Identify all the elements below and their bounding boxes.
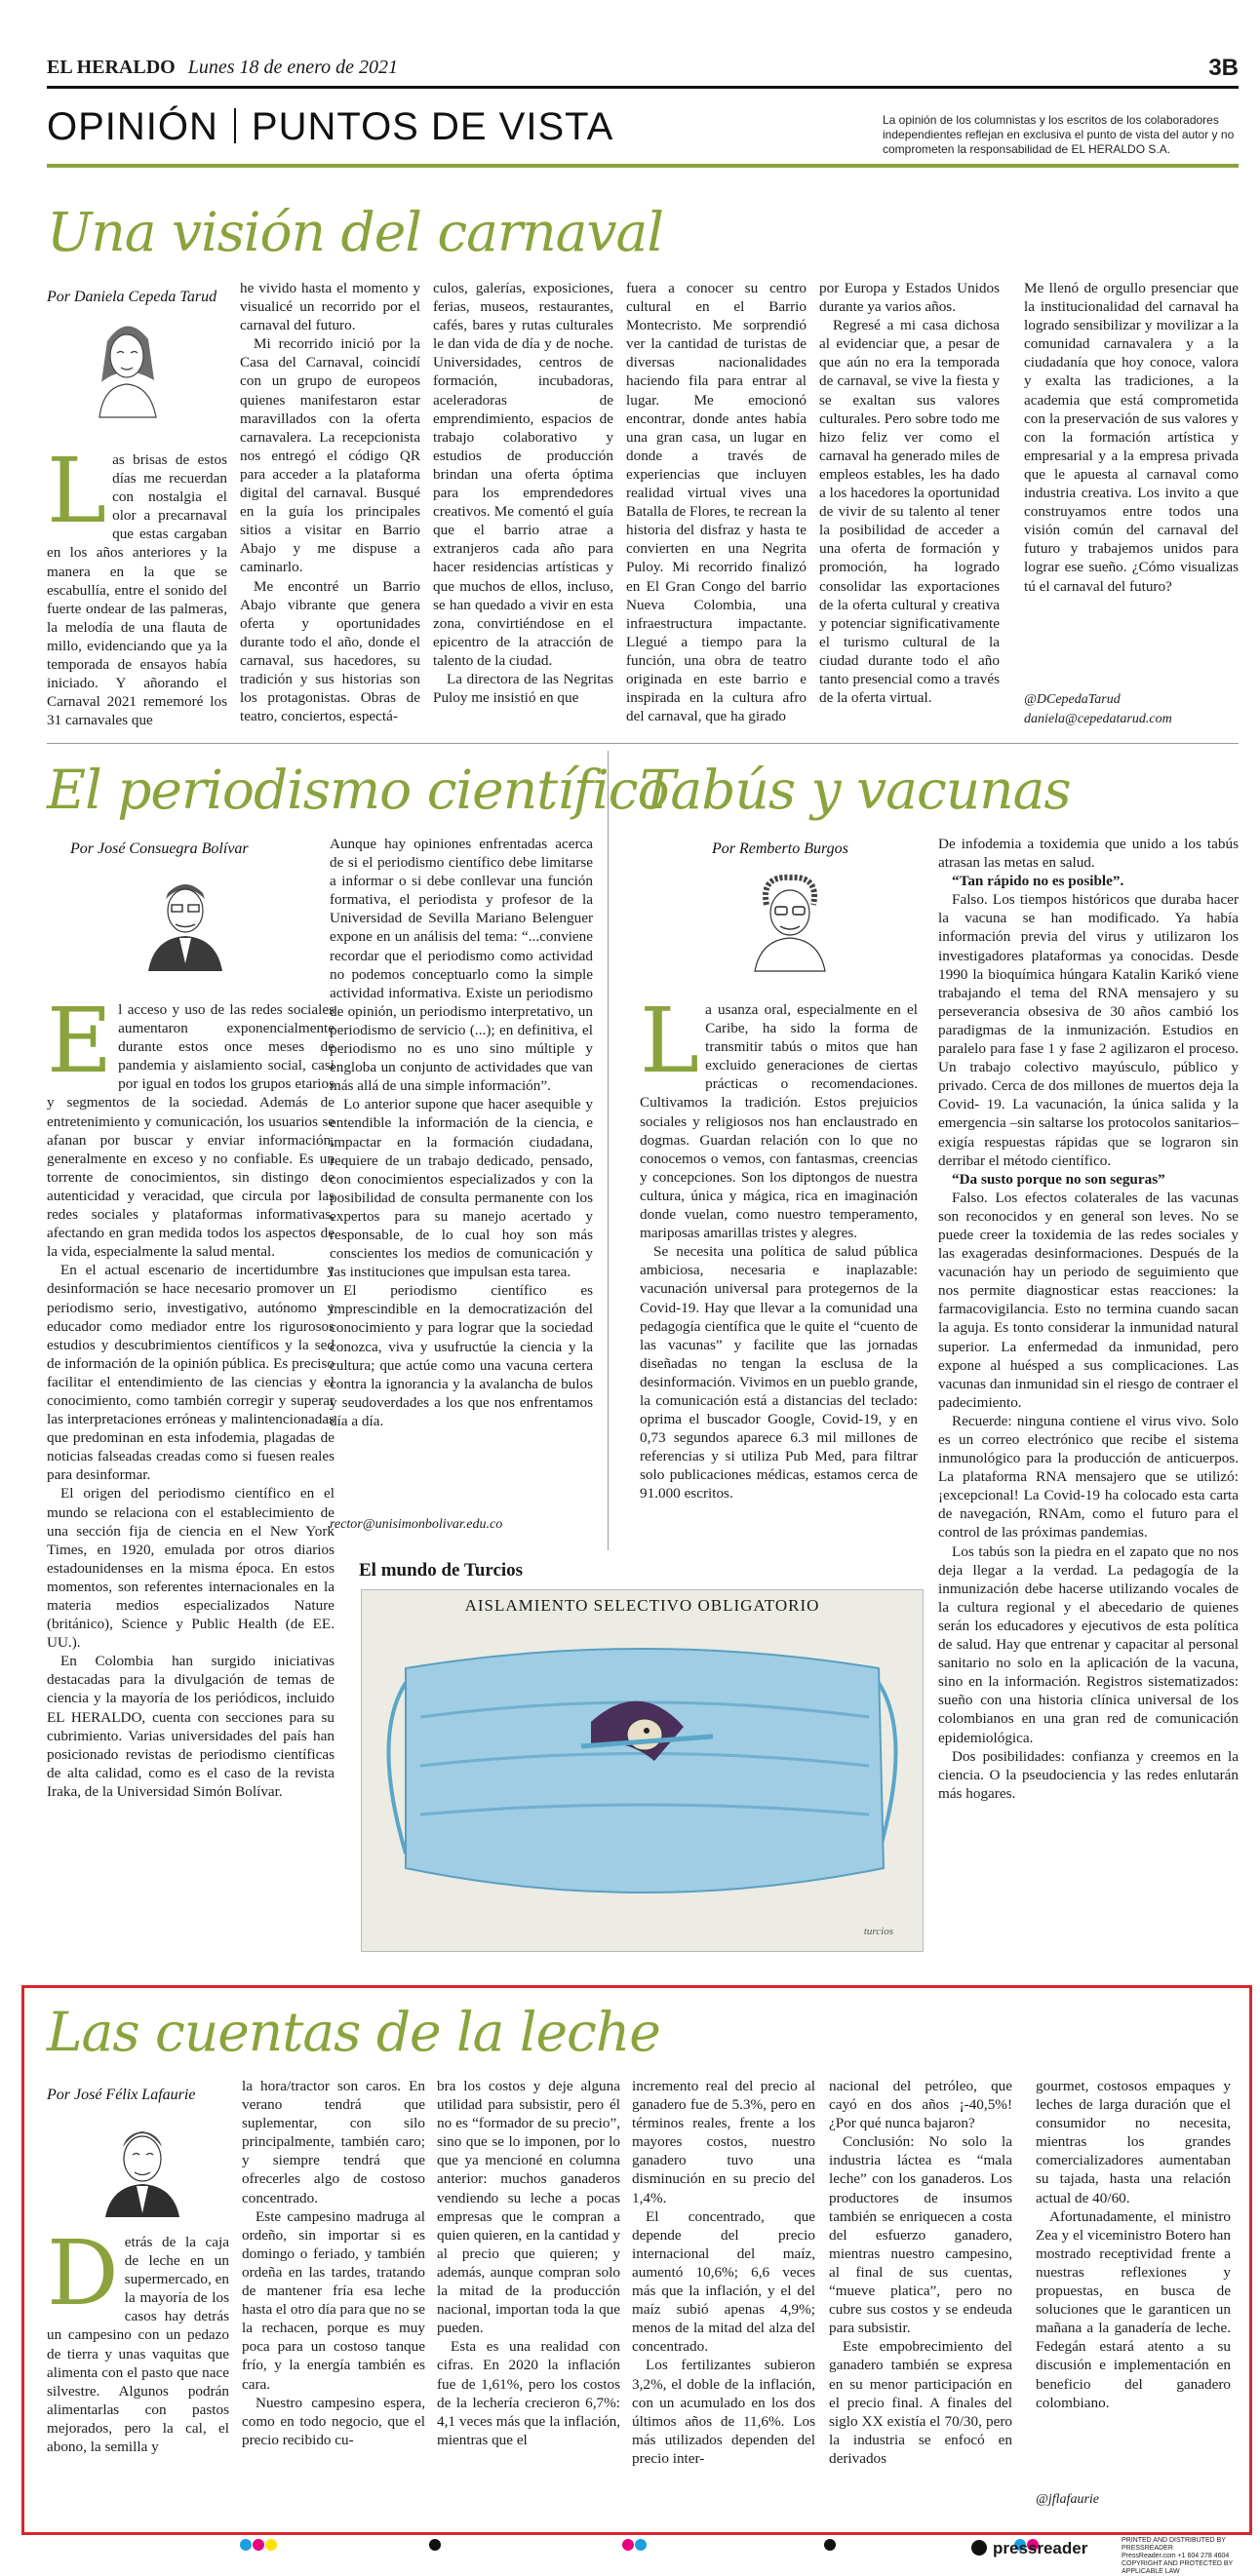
article4-paragraph: Nuestro campesino espera, como en todo negocio, que el precio recibido cu-	[242, 2394, 425, 2448]
section-label: OPINIÓN	[47, 105, 218, 148]
article1-paragraph: por Europa y Estados Unidos durante ya varios años.	[819, 280, 1000, 316]
article4-paragraph: Este campesino madruga al ordeño, sin importar si es domingo o feriado, y también ordeña en las tardes, tratando de mantener fría esa leche hasta el otro día para que no se la rechacen, porque es muy poca para un costoso tanque frío, y la energía también es cara.	[242, 2207, 425, 2393]
article1-column-3	[433, 279, 613, 743]
article4-column-2	[242, 2077, 425, 2477]
article3-column-2	[938, 835, 1239, 1936]
article3-paragraph: De infodemia a toxidemia que unido a los tabús atrasan las metas en salud.	[938, 836, 1239, 872]
article4-paragraph: Este empobrecimiento del ganadero también se expresa en su menor participación en el precio final. A finales del siglo XX existía el 70/30, pero la industria se enfocó en derivados	[829, 2338, 1012, 2467]
article1-column-4	[626, 279, 807, 743]
article3-subhead: “Tan rápido no es posible”.	[952, 873, 1124, 890]
credit-line: PressReader.com +1 604 278 4604	[1122, 2553, 1230, 2559]
pressreader-credit	[1122, 2537, 1253, 2576]
article1-lead-text: as brisas de estos días me recuerdan con nostalgia el olor a precarnaval que estas cargaban en los años anteriores y la manera en la que se escabullía, entre el sonido del fuerte ondear de las palmeras, la melodía de una flauta de millo, evidenciando que ya la temporada de ensayos había iniciado. Y añorando el Carnaval 2021 rememoré los 31 carnavales que	[47, 451, 227, 729]
article4-title: Las cuentas de la leche	[47, 2001, 660, 2063]
cartoon-title: El mundo de Turcios	[359, 1560, 524, 1581]
registration-dot	[240, 2539, 252, 2551]
article3-paragraph: Se necesita una política de salud pública ambiciosa, necesaria e inaplazable: vacunación universal para protegernos de la Covid-19. Hay que llevar a la comunidad una pedagogía científica que le quite el “cuento de las vacunas” y facilite que las jornadas diseñadas no tengan la esclusa de la desinformación. Vivimos en un pueblo grande, la comunicación está a distancias del teclado: oprima el buscador Google, Covid-19, y en 0,73 segundos aparece 6.3 mil millones de referencias y si utiliza Pub Med, para filtrar solo publicaciones médicas, estamos cerca de 91.000 escritos.	[640, 1243, 918, 1503]
issue-date: Lunes 18 de enero de 2021	[187, 57, 399, 78]
article3-title: Tabús y vacunas	[640, 759, 1071, 821]
article3-subhead: “Da susto porque no son seguras”	[952, 1170, 1165, 1188]
article4-paragraph: bra los costos y deje alguna utilidad para subsistir, pero él no es “formador de su precio”, sino que se lo imponen, por lo que ya mencioné en columna anterior: muchos ganaderos vendiendo su leche a pocas empresas que le compran a quien quieren, en la cantidad y al precio que quieren; y además, aunque compran solo la mitad de la producción nacional, importan toda la que pueden.	[437, 2078, 620, 2337]
article3-column-1	[640, 989, 918, 1546]
page-number: 3B	[1208, 55, 1239, 81]
article4-paragraph: gourmet, costosos empaques y leches de larga duración que el consumidor no necesita, mientras los grandes comercializadores aumentaban su tajada, hasta una relación actual de 40/60.	[1036, 2078, 1231, 2206]
article1-paragraph: he vivido hasta el momento y visualicé un recorrido por el carnaval del futuro.	[240, 280, 420, 334]
pressreader-wordmark: pressreader	[993, 2539, 1088, 2557]
article2-paragraph: En el actual escenario de incertidumbre y desinformación se hace necesario promover un periodismo serio, investigativo, autónomo y educador como mediador entre los rigurosos estudios y descubrimientos científicos y la sed de información de la opinión pública. Es preciso facilitar el entendimiento de las ciencias y el conocimiento, como también corregir y superar las interpretaciones erróneas y malintencionadas que predominan en esta infodemia, plagadas de noticias falseadas creadas como si fuesen reales para desinformar.	[47, 1262, 335, 1484]
article1-column-2	[240, 279, 420, 743]
article3-paragraph: Falso. Los tiempos históricos que duraba hacer la vacuna se han modificado. Ya había información previa del virus y utilizaron los investigadores plataformas ya conocidas. Desde 1990 la bioquímica húngara Katalin Karikó viene trabajando el tema del RNA mensajero y su perseverancia obsesiva de 30 años cambió los paradigmas de la inmunización. Estudios en paralelo para fase 1 y fase 2 agilizaron el proceso. Un trabajo colectivo mayúsculo, público y privado. Cerca de dos millones de muertos deja la Covid- 19. La vacunación, la única salida y la emergencia –sin saltarse los protocolos sanitarios– exigía respuestas rápidas que se lograron sin derribar el método científico.	[938, 891, 1239, 1169]
article1-paragraph: Mi recorrido inició por la Casa del Carnaval, coincidí con un grupo de europeos quienes manifestaron estar maravillados con la oferta carnavalera. La recepcionista nos entregó el código QR para acceder a la plataforma digital del carnaval. Busqué en la guía los principales sitios a visitar en Barrio Abajo y me dispuse a caminarlo.	[240, 335, 420, 576]
article1-paragraph: culos, galerías, exposiciones, ferias, museos, restaurantes, cafés, bares y rutas culturales le dan vida de día y de noche. Universidades, centros de formación, incubadoras, aceleradoras de emprendimiento, espacios de trabajo colaborativo y estudios de producción brindan una oferta óptima para los emprendedores creativos. Me comentó el guía que el barrio atrae a extranjeros cada año para hacer residencias artísticas y que muchos de ellos, incluso, se han quedado a vivir en esta zona, convirtiéndose en el epicentro de la atracción de talento de la ciudad.	[433, 280, 613, 669]
masthead	[47, 57, 398, 79]
article1-paragraph: Me llenó de orgullo presenciar que la institucionalidad del carnaval ha logrado sensibilizar y movilizar a la comunidad carnavalera y a la ciudadanía que hoy conoce, valora y exalta las tradiciones, a la academia que está comprometida con la preservación de sus valores y con la formación artística y empresarial y a la empresa privada que le apuesta al carnaval como industria creativa. Los invito a que construyamos entre todos una visión común del carnaval del futuro y trabajemos unidos para lograr ese sueño. ¿Cómo visualizas tú el carnaval del futuro?	[1024, 280, 1239, 595]
article1-column-6	[1024, 279, 1239, 688]
article4-paragraph: El concentrado, que depende del precio internacional del maíz, aumentó 10,6%; 6,6 veces más que la inflación, y el del maíz subió apenas 4,9%; menos de la mitad del alza del concentrado.	[632, 2207, 815, 2356]
section-sublabel: PUNTOS DE VISTA	[251, 105, 614, 148]
article4-column-3	[437, 2077, 620, 2477]
cartoon-banner: AISLAMIENTO SELECTIVO OBLIGATORIO	[464, 1596, 820, 1615]
article2-paragraph: El origen del periodismo científico en el mundo se relaciona con el establecimiento de una sección fija de ciencia en el New York Times, en 1920, emulada por otros diarios estadounidenses en la misma época. En estos momentos, son referentes internacionales en la materia medios especializados Nature (británico), Science y Public Health (de EE. UU.).	[47, 1485, 335, 1652]
article4-lead-text: etrás de la caja de leche en un supermercado, en la mayoría de los casos hay detrás un campesino con un pedazo de tierra y unas vaquitas que alimenta con el pasto que nace silvestre. Algunos podrán alimentarlas con pastos mejorados, pero la cal, el abono, la semilla y	[47, 2234, 229, 2456]
face-mask-illustration	[362, 1590, 923, 1951]
article2-column-1	[47, 989, 335, 1800]
column-divider	[608, 751, 609, 1550]
article3-dropcap: L	[640, 989, 700, 1093]
article1-paragraph: fuera a conocer su centro cultural en el Barrio Montecristo. Me sorprendió ver la cantidad de turistas de diversas nacionalidades haciendo fila para entrar al lugar. Me emocionó encontrar, donde antes había una gran casa, un lugar en donde a través de experiencias que incluyen realidad virtual vives una Batalla de Flores, te recrean la historia del disfraz y hasta te convierten en una Negrita Puloy. Mi recorrido finalizó en El Gran Congo del barrio Nueva Colombia, una infraestructura impactante. Llegué a tiempo para la función, una obra de teatro originada en este barrio e inspirada en la cultura afro del carnaval, que ha girado	[626, 280, 807, 725]
registration-dot	[429, 2539, 441, 2551]
article2-byline: Por José Consuegra Bolívar	[70, 840, 249, 857]
article1-byline: Por Daniela Cepeda Tarud	[47, 289, 217, 305]
credit-line: COPYRIGHT AND PROTECTED BY APPLICABLE LAW	[1122, 2560, 1234, 2575]
article2-paragraph: l acceso y uso de las redes sociales aumentaron exponencialmente durante estos once meses de pandemia y aislamiento social, casi por igual en todos los grupos etarios y segmentos de la sociedad. Además de entretenimiento y comunicación, los usuarios se afanan por buscar y enviar información, generalmente en exceso y no confiable. Es un torrente de conocimientos, sin distingo de autenticidad y veracidad, que circula por las redes sociales y plataformas informativas, afectando en gran medida todos los aspectos de la vida, especialmente la salud mental.	[47, 1001, 335, 1261]
article4-column-1	[47, 2221, 229, 2472]
article1-column-5	[819, 279, 1000, 743]
pressreader-icon	[971, 2540, 987, 2556]
article1-signature-email: daniela@cepedatarud.com	[1024, 712, 1172, 726]
article4-paragraph: Afortunadamente, el ministro Zea y el viceministro Botero han mostrado receptividad frente a nuestras reflexiones y propuestas, en busca de soluciones que le garanticen un mañana a la ganadería de leche. Fedegán estará atento a su discusión e implementación en beneficio del ganadero colombiano.	[1036, 2207, 1231, 2411]
article2-paragraph: Lo anterior supone que hacer asequible y entendible la información de la ciencia, e impactar en la formación ciudadana, requiere de un trabajo dedicado, pensado, con conocimientos especializados y con la posibilidad de consulta permanente con los expertos para su manejo acertado y responsable, de lo cual hoy son más conscientes los medios de comunicación y las instituciones que impulsan esta tarea.	[330, 1096, 593, 1281]
article4-paragraph: Los fertilizantes subieron 3,2%, el doble de la inflación, con un acumulado en los dos últimos años de 11,6%. Los más utilizados dependen del precio inter-	[632, 2357, 815, 2467]
article2-paragraph: Aunque hay opiniones enfrentadas acerca de si el periodismo científico debe limitarse a informar o si debe conllevar una función formativa, el periodista y profesor de la Universidad de Sevilla Mariano Belenguer expone en un análisis del tema: “...conviene recordar que el periodismo como actividad no podemos conceptuarlo como la simple actividad informativa. Existe un periodismo de opinión, un periodismo interpretativo, un periodismo de servicio (...); en definitiva, el periodismo no es uno sino múltiple y engloba un conjunto de actividades que van más allá de una simple información”.	[330, 836, 593, 1095]
article3-paragraph: a usanza oral, especialmente en el Caribe, ha sido la forma de transmitir tabús o mitos que han excluido generaciones de ciertas prácticas o recomendaciones. Cultivamos la tradición. Estos prejuicios sociales y religiosos nos han enclaustrado en dogmas. Guardan relación con lo que no conocemos o vemos, con fantasmas, creencias y concepciones. Son los diptongos de nuestra cultura, única y mágica, rica en imaginación donde vuelan, como nuestro temperamento, mariposas amarillas tristes y alegres.	[640, 1001, 918, 1242]
article2-paragraph: El periodismo científico es imprescindible en la democratización del conocimiento y para lograr que la sociedad conozca, viva y usufructúe la ciencia y la cultura; que actúe como una vacuna certera contra la ignorancia y la avalancha de bulos y seudoverdades a los que nos enfrentamos día a día.	[330, 1282, 593, 1429]
section-accent-bar	[47, 164, 1239, 168]
article1-author-portrait	[78, 312, 176, 417]
section-header	[47, 105, 613, 149]
article2-paragraph: En Colombia han surgido iniciativas destacadas para la divulgación de temas de ciencia y la mayoría de los periódicos, incluido EL HERALDO, cuenta con secciones para su cubrimiento. Varias universidades del país han posicionado revistas de periodismo científicas de alta calidad, como es el caso de la revista Iraka, de la Universidad Simón Bolívar.	[47, 1653, 335, 1800]
article2-title: El periodismo científico	[47, 759, 669, 821]
article3-paragraph: Recuerde: ninguna contiene el virus vivo. Solo es un correo electrónico que recibe el sistema inmunológico para la producción de anticuerpos. La plataforma RNA mensajero que se utilizó: ¡excepcional! La Covid-19 ha colocado esta carta de navegación, RNAm, como el futuro para el control de las próximas pandemias.	[938, 1412, 1239, 1542]
article4-byline: Por José Félix Lafaurie	[47, 2087, 196, 2103]
article2-column-2	[330, 835, 593, 1512]
pressreader-logo	[971, 2539, 1118, 2558]
section-divider	[234, 108, 236, 143]
article1-title: Una visión del carnaval	[47, 201, 663, 263]
registration-dot	[635, 2539, 647, 2551]
registration-dot	[265, 2539, 277, 2551]
registration-dot	[824, 2539, 836, 2551]
opinion-disclaimer: La opinión de los columnistas y los escritos de los colaboradores independientes reflejan en exclusiva el punto de vista del autor y no comprometen la responsabilidad de EL HERALDO S.A.	[883, 113, 1235, 156]
article4-paragraph: Conclusión: No solo la industria láctea es “mala leche” con los ganaderos. Los productores de insumos también se enriquecen a costa del esfuerzo ganadero, mientras nuestro campesino, al final de sus cuentas, “mueve platica”, pero no cubre sus costos y se endeuda para subsistir.	[829, 2133, 1012, 2337]
article3-paragraph: Falso. Los efectos colaterales de las vacunas son reconocidos y en general son leves. No se puede creer la toxidemia de las redes sociales y las exageradas desinformaciones. Después de la vacunación hay un periodo de seguimiento que nos permite diagnosticar estas reacciones: la farmacovigilancia. Esto no termina cuando sacan la aguja. Es tonto considerar la inmunidad natural superior. La enfermedad da inmunidad, pero expone al huésped a sus complicaciones. Las vacunas dan inmunidad sin el riesgo de contraer el padecimiento.	[938, 1189, 1239, 1411]
article1-signature-twitter: @DCepedaTarud	[1024, 692, 1121, 707]
article3-paragraph: Los tabús son la piedra en el zapato que no nos deja llegar a la verdad. La pedagogía de la inmunización debe hacerse utilizando vocales de la cultura regional y el abecedario de quienes serán los educadores y ejecutivos de esta política de salud. Hay que entrenar y capacitar al personal sanitario no solo en la aplicación de la vacuna, sino en la información. Registros sistematizados: sueño con una historia clínica universal de los colombianos en una gran red de comunicación epidemiológica.	[938, 1542, 1239, 1746]
article4-paragraph: Esta es una realidad con cifras. En 2020 la inflación fue de 1,61%, pero los costos de la lechería crecieron 6,7%: 4,1 veces más que la inflación, mientras que el	[437, 2338, 620, 2448]
article3-author-portrait	[741, 866, 839, 971]
article2-dropcap: E	[47, 989, 113, 1093]
article4-author-portrait	[94, 2112, 191, 2217]
article2-signature: rector@unisimonbolivar.edu.co	[330, 1517, 503, 1532]
article3-paragraph: Dos posibilidades: confianza y creemos en la ciencia. O la pseudociencia y las redes enlutarán más hogares.	[938, 1747, 1239, 1802]
registration-dot	[622, 2539, 634, 2551]
article4-dropcap: D	[47, 2221, 119, 2325]
article4-paragraph: nacional del petróleo, que cayó en dos años ¡-40,5%! ¿Por qué nunca bajaron?	[829, 2078, 1012, 2132]
article4-column-6	[1036, 2077, 1231, 2462]
registration-dot	[253, 2539, 264, 2551]
masthead-rule	[47, 86, 1239, 89]
cartoon-signature: turcios	[863, 1926, 893, 1937]
credit-line: PRINTED AND DISTRIBUTED BY PRESSREADER	[1122, 2537, 1226, 2552]
article1-column-1	[47, 439, 227, 743]
article3-byline: Por Remberto Burgos	[712, 840, 848, 857]
article1-paragraph: La directora de las Negritas Puloy me insistió en que	[433, 670, 613, 707]
article4-paragraph: la hora/tractor son caros. En verano tendrá que suplementar, con silo principalmente, también caro; y siempre tendrá que ofrecerles algo de costoso concentrado.	[242, 2078, 425, 2206]
cartoon	[361, 1589, 924, 1952]
article2-author-portrait	[137, 866, 234, 971]
article1-paragraph: Regresé a mi casa dichosa al evidenciar que, a pesar de que aún no era la temporada de carnaval, se vive la fiesta y se exaltan sus valores culturales. Pero sobre todo me hizo feliz ver como el carnaval ha generado miles de empleos estables, les ha dado a los hacedores la oportunidad de vivir de su talento al tener la posibilidad de acceder a una oferta de formación y promoción, ha logrado consolidar las exportaciones de la oferta cultural y creativa y potenciar significativamente el turismo cultural de la ciudad durante todo el año tanto presencial como a través de la oferta virtual.	[819, 317, 1000, 707]
article1-dropcap: L	[47, 439, 107, 543]
article1-paragraph: Me encontré un Barrio Abajo vibrante que genera oferta y oportunidades durante todo el año, donde el carnaval, sus hacedores, su tradición y sus historias son los protagonistas. Obras de teatro, conciertos, espectá-	[240, 577, 420, 725]
article4-paragraph: incremento real del precio al ganadero fue de 5.3%, pero en términos reales, frente a los mayores costos, nuestro ganadero tuvo una disminución en su precio del 1,4%.	[632, 2078, 815, 2206]
article4-column-5	[829, 2077, 1012, 2477]
article4-column-4	[632, 2077, 815, 2477]
article4-signature: @jflafaurie	[1036, 2492, 1099, 2507]
paper-name: EL HERALDO	[47, 57, 176, 78]
article-divider	[47, 743, 1239, 744]
